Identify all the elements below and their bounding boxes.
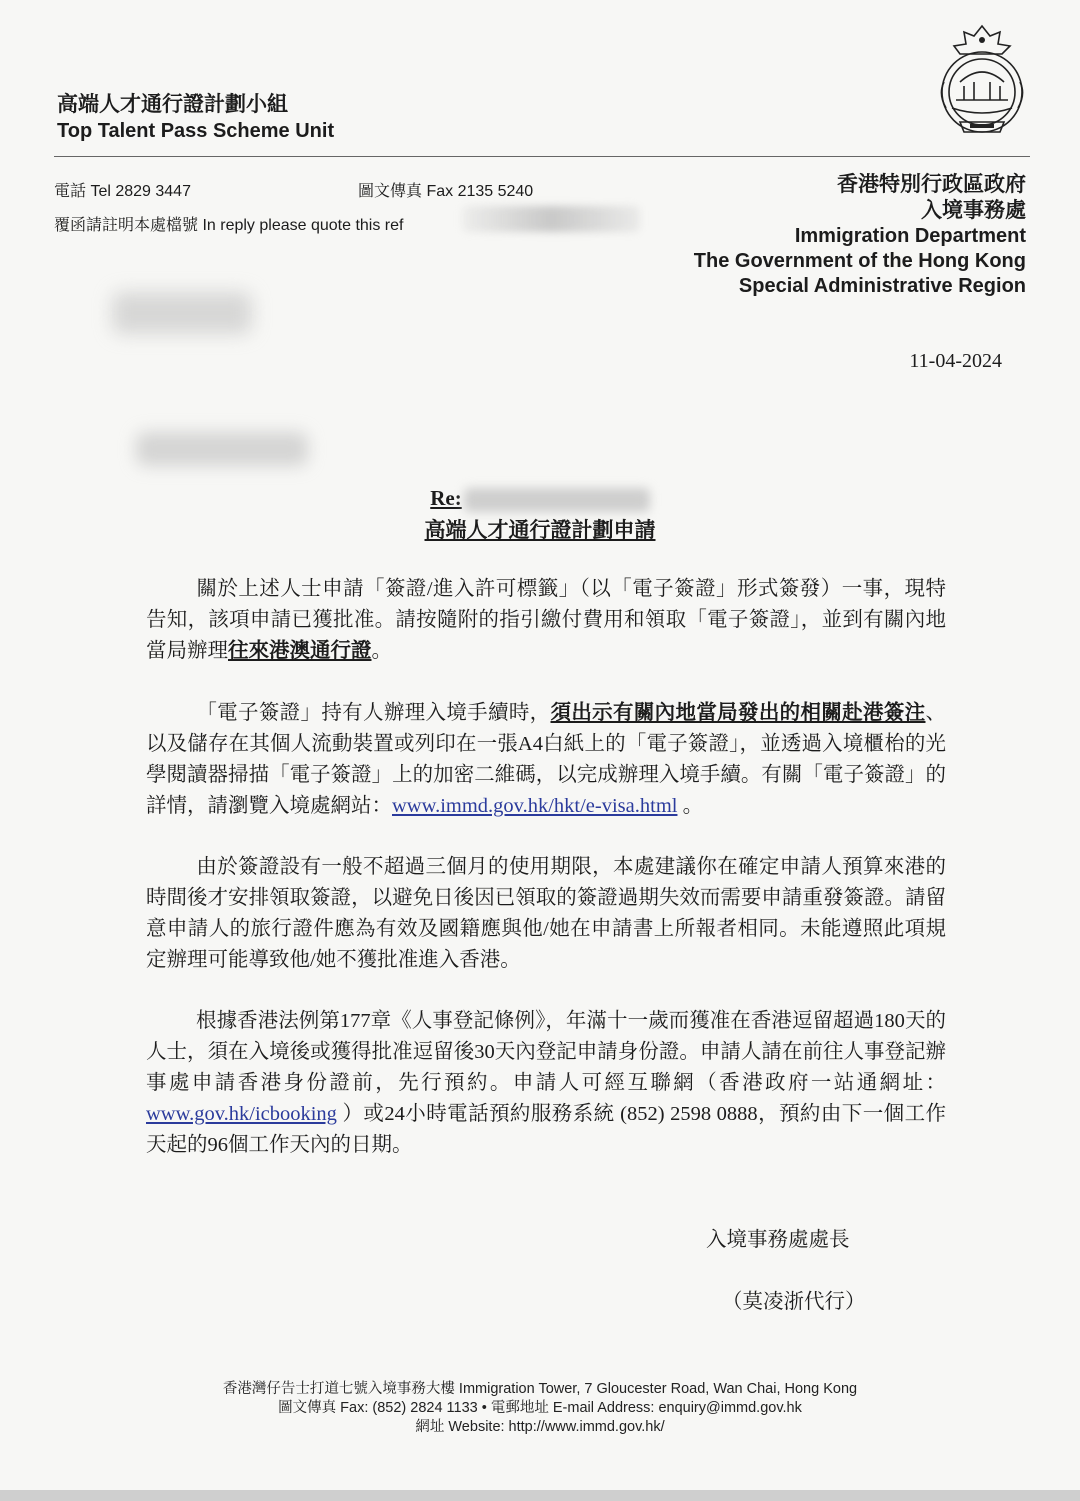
department-name-en: Immigration Department xyxy=(794,225,1026,247)
fax-number: 圖文傳真 Fax 2135 5240 xyxy=(358,183,534,200)
header-divider xyxy=(54,156,1030,157)
letter-date: 11-04-2024 xyxy=(909,350,1002,372)
re-line xyxy=(0,486,1080,512)
footer-contact: 圖文傳真 Fax: (852) 2824 1133 • 電郵地址 E-mail Address: enquiry@immd.gov.hk xyxy=(278,1400,802,1416)
redacted-salutation xyxy=(136,432,308,466)
redacted-addressee xyxy=(112,292,252,334)
signature-title: 入境事務處處長 xyxy=(706,1229,850,1251)
paragraph-validity: 由於簽證設有一般不超過三個月的使用期限，本處建議你在確定申請人預算來港的時間後才安排領取簽證，以避免日後因已領取的簽證過期失效而需要申請重發簽證。請留意申請人的旅行證件應為有效及國籍應與他/她在申請書上所報者相同。未能遵照此項規定辦理可能導致他/她不獲批准進入香港。 xyxy=(146,856,946,971)
letter-subject: 高端人才通行證計劃申請 xyxy=(424,518,656,542)
icbooking-link[interactable]: www.gov.hk/icbooking xyxy=(146,1103,337,1125)
endorsement-emphasis: 須出示有關內地當局發出的相關赴港簽注 xyxy=(550,702,926,724)
government-name-en-1: The Government of the Hong Kong xyxy=(693,250,1026,272)
issuing-unit xyxy=(57,92,334,144)
government-name-en-2: Special Administrative Region xyxy=(738,275,1026,297)
paragraph-evisa: 「電子簽證」持有人辦理入境手續時，須出示有關內地當局發出的相關赴港簽注、以及儲存在其個人流動裝置或列印在一張A4白紙上的「電子簽證」，並透過入境櫃枱的光學閱讀器掃描「電子簽證」上的加密二維碼，以完成辦理入境手續。有關「電子簽證」的詳情，請瀏覽入境處網站：www.immd.gov.hk/hkt/e-visa.html 。 xyxy=(146,702,946,817)
paragraph-approval: 關於上述人士申請「簽證/進入許可標籤」（以「電子簽證」形式簽發）一事，現特告知，該項申請已獲批准。請按隨附的指引繳付費用和領取「電子簽證」，並到有關內地當局辦理往來港澳通行證。 xyxy=(146,578,946,662)
immigration-crest-icon xyxy=(930,22,1034,138)
footer xyxy=(0,1380,1080,1437)
paragraph-identity-card: 根據香港法例第177章《人事登記條例》，年滿十一歲而獲准在香港逗留超過180天的人士，須在入境後或獲得批准逗留後30天內登記申請身份證。申請人請在前往人事登記辦事處申請香港身份證前，先行預約。申請人可經互聯網（香港政府一站通網址：www.gov.hk/icbooking ）或24小時電話預約服務系統 (852) 2598 0888，預約由下一個工作天起的96個工作天內的日期。 xyxy=(146,1010,946,1156)
footer-website: 網址 Website: http://www.immd.gov.hk/ xyxy=(415,1419,665,1435)
re-label: Re: xyxy=(430,486,462,510)
reference-label: 覆函請註明本處檔號 In reply please quote this ref xyxy=(54,217,404,234)
unit-name-zh: 高端人才通行證計劃小組 xyxy=(57,93,288,116)
redacted-applicant-name xyxy=(464,488,650,512)
signature-delegate: （莫凌浙代行） xyxy=(722,1291,866,1313)
scan-edge xyxy=(0,1490,1080,1501)
footer-address: 香港灣仔告士打道七號入境事務大樓 Immigration Tower, 7 Gloucester Road, Wan Chai, Hong Kong xyxy=(222,1381,858,1397)
permit-emphasis: 往來港澳通行證 xyxy=(228,640,372,662)
government-name-zh: 香港特別行政區政府 xyxy=(837,173,1026,196)
telephone: 電話 Tel 2829 3447 xyxy=(54,183,191,200)
unit-name-en: Top Talent Pass Scheme Unit xyxy=(57,120,335,142)
department-block xyxy=(694,172,1026,299)
department-name-zh: 入境事務處 xyxy=(921,199,1026,222)
redacted-reference xyxy=(462,206,640,232)
evisa-link[interactable]: www.immd.gov.hk/hkt/e-visa.html xyxy=(392,795,678,817)
